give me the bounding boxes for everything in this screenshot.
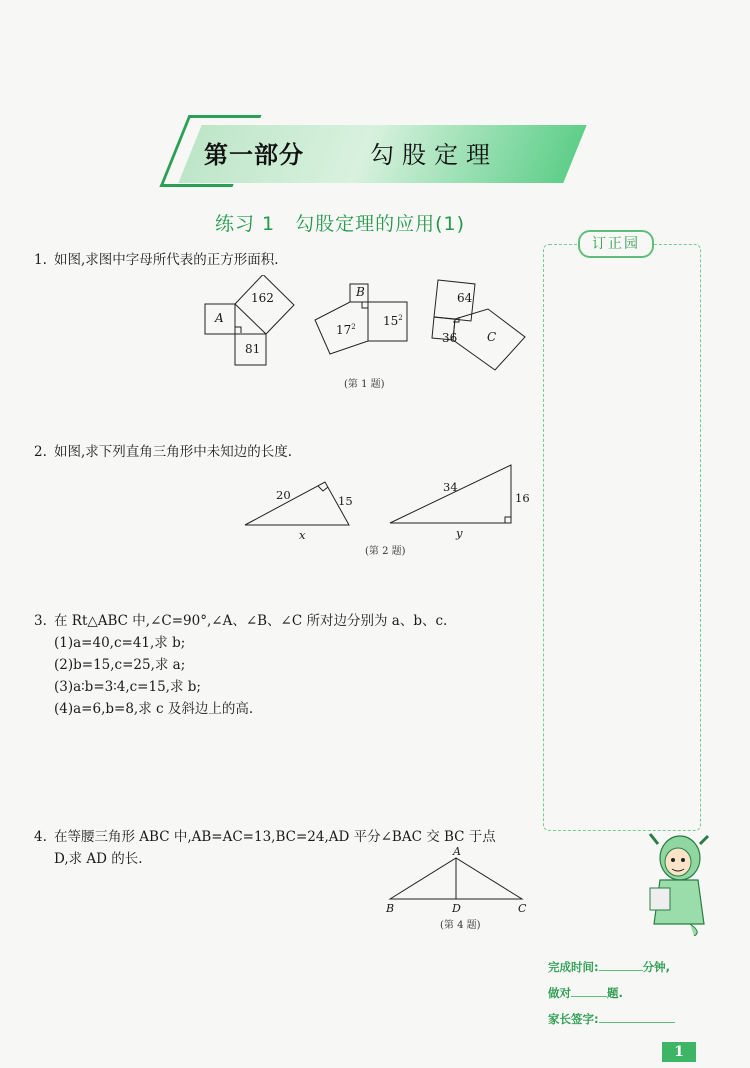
mascot-scholar-icon [642, 828, 714, 936]
fig2-label-y: y [456, 526, 463, 540]
question-number: 4. [34, 829, 47, 845]
question-number: 2. [34, 444, 47, 460]
parent-signature-line [548, 1010, 675, 1027]
correct-count-label: 做对 [548, 986, 571, 1000]
question-text-line2: D,求 AD 的长. [54, 851, 143, 867]
part-subtitle: 勾股定理 [370, 141, 498, 169]
parent-signature-label: 家长签字: [548, 1012, 599, 1026]
correct-count-line [548, 984, 623, 1001]
question-number: 3. [34, 613, 47, 629]
fig1-label-15: $15^2$ [383, 314, 403, 328]
completion-time-label: 完成时间: [548, 960, 599, 974]
fig2-label-16: 16 [515, 491, 530, 505]
fig4-label-B: B [386, 902, 395, 915]
correct-count-blank[interactable] [571, 984, 607, 997]
fig1-label-36: 36 [442, 331, 458, 345]
question-text: 如图,求图中字母所代表的正方形面积. [54, 252, 279, 268]
correct-count-unit: 题. [607, 986, 623, 1000]
figure-2-caption: (第 2 题) [365, 546, 406, 557]
figure-4-caption: (第 4 题) [440, 920, 481, 931]
completion-time-unit: 分钟, [642, 960, 670, 974]
fig2-label-34: 34 [443, 480, 458, 494]
fig1-label-C: C [487, 330, 497, 344]
fig4-label-C: C [518, 902, 527, 915]
question-number: 1. [34, 252, 47, 268]
question-part: (3)a∶b=3∶4,c=15,求 b; [54, 679, 201, 695]
fig2-label-15: 15 [338, 494, 353, 508]
fig1-label-162: 162 [251, 291, 274, 305]
fig1-label-A: A [215, 311, 224, 325]
completion-time-line [548, 958, 670, 975]
question-stem: 在 Rt△ABC 中,∠C=90°,∠A、∠B、∠C 所对边分别为 a、b、c. [54, 613, 448, 629]
figure-4 [385, 855, 525, 905]
fig4-label-D: D [452, 902, 461, 915]
part-title: 第一部分 [204, 141, 304, 169]
question-1 [34, 249, 279, 271]
fig2-label-20: 20 [276, 488, 291, 502]
page-number: 1 [662, 1042, 696, 1062]
parent-signature-blank[interactable] [599, 1010, 675, 1023]
correction-panel-tag: 订正园 [578, 230, 654, 258]
question-part: (1)a=40,c=41,求 b; [54, 635, 186, 651]
fig1-label-64: 64 [457, 291, 473, 305]
figure-1 [195, 275, 535, 375]
fig4-label-A: A [453, 845, 461, 858]
chapter-banner [160, 115, 578, 187]
fig1-label-17: $17^2$ [336, 323, 356, 337]
fig1-label-81: 81 [245, 342, 261, 356]
correction-panel [543, 244, 701, 831]
completion-time-blank[interactable] [599, 958, 643, 971]
question-part: (4)a=6,b=8,求 c 及斜边上的高. [54, 701, 254, 717]
fig2-label-x: x [299, 528, 306, 542]
figure-1-caption: (第 1 题) [344, 379, 385, 390]
section-title: 练习 1 勾股定理的应用(1) [215, 213, 466, 235]
question-text: 如图,求下列直角三角形中未知边的长度. [54, 444, 293, 460]
question-part: (2)b=15,c=25,求 a; [54, 657, 186, 673]
question-3 [34, 610, 447, 720]
fig1-label-B: B [356, 285, 365, 299]
question-text-line1: 在等腰三角形 ABC 中,AB=AC=13,BC=24,AD 平分∠BAC 交 BC 于点 [54, 829, 496, 845]
